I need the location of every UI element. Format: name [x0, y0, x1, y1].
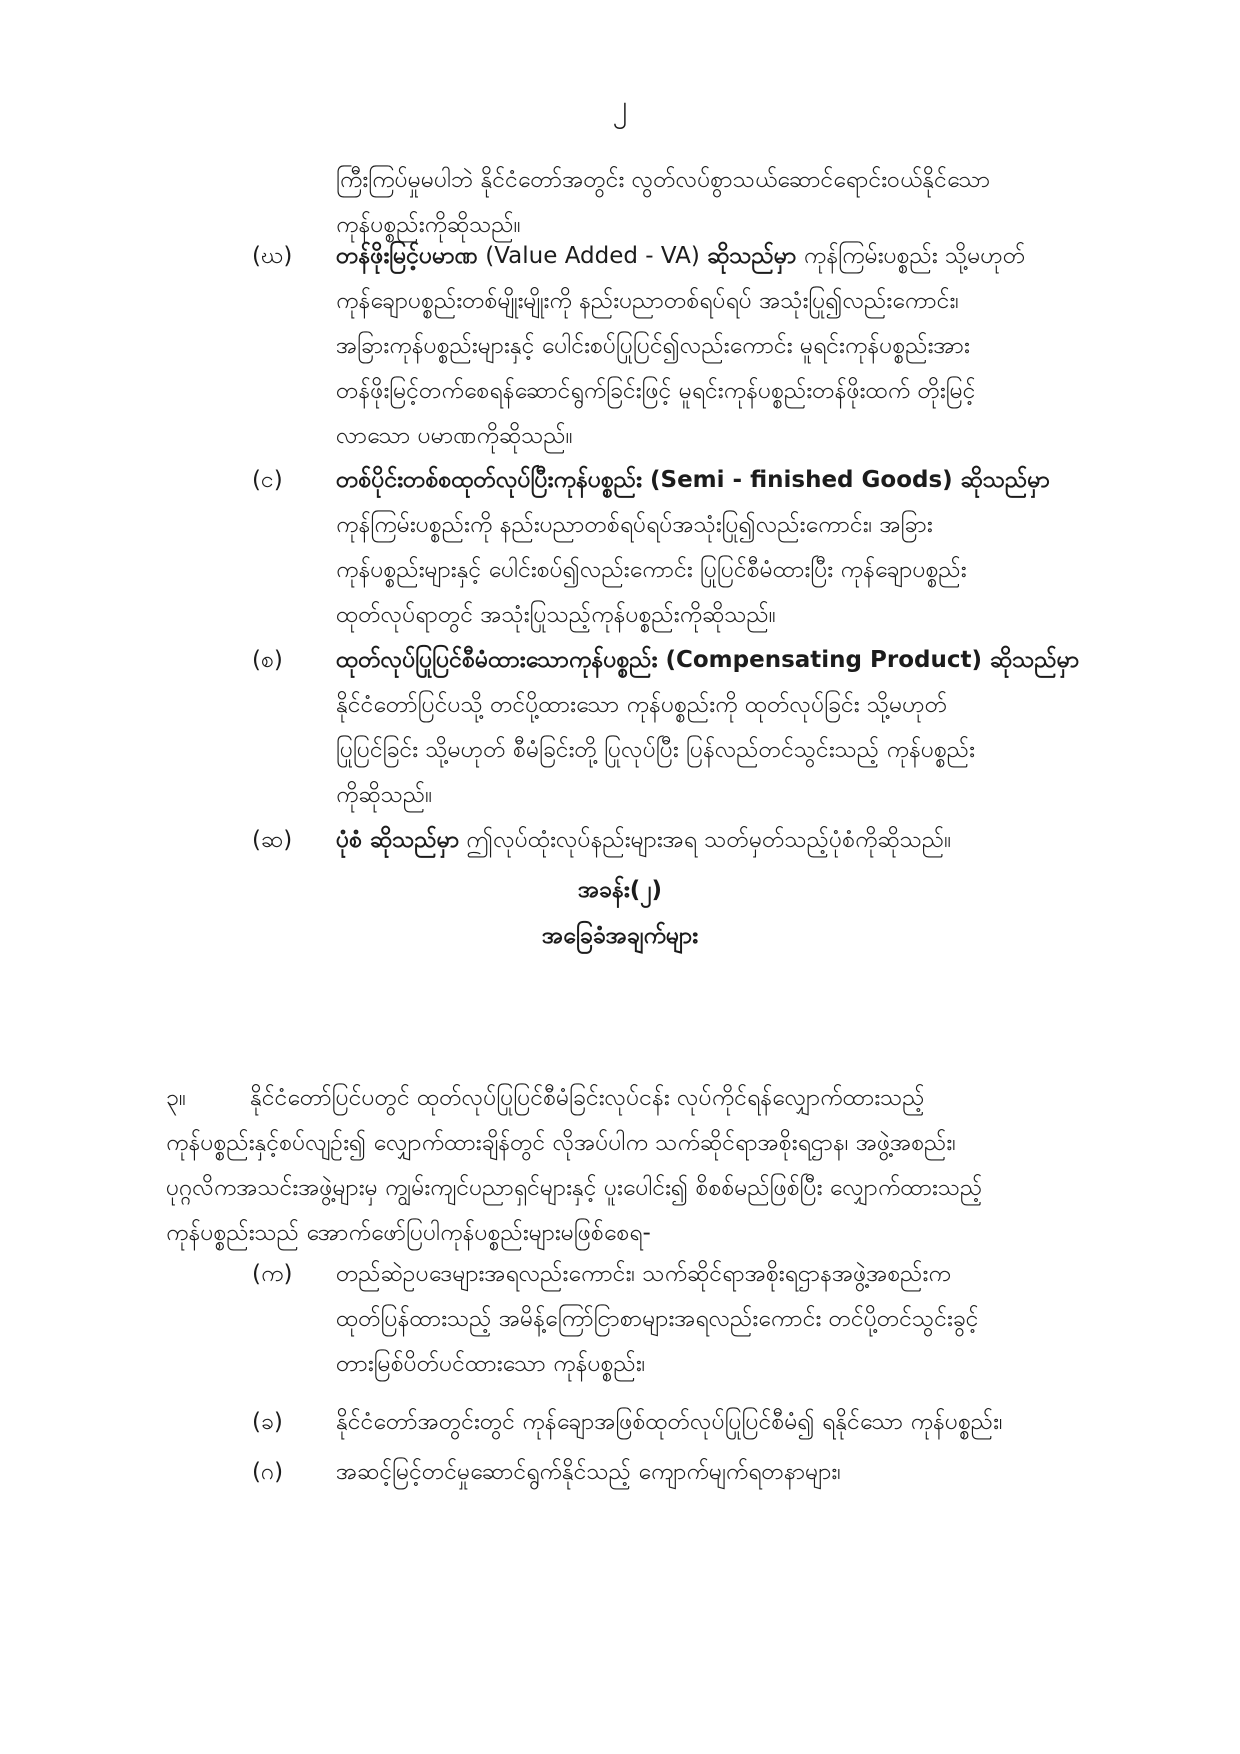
- item-marker: (ဃ): [252, 243, 293, 269]
- item-marker: (က): [252, 1261, 293, 1287]
- text-line: ပြုပြင်ခြင်း သို့မဟုတ် စီမံခြင်းတို့ ပြုလုပ်ပြီး ပြန်လည်တင်သွင်းသည့် ကုန်ပစ္စည်း: [336, 737, 975, 763]
- definition-first-line: [336, 818, 1144, 863]
- text-line: တန်ဖိုးမြင့်တက်စေရန်ဆောင်ရွက်ခြင်းဖြင့် မူရင်းကုန်ပစ္စည်းတန်ဖိုးထက် တိုးမြင့်: [336, 378, 976, 404]
- term-suffix: ဆိုသည်မှာ: [707, 243, 797, 269]
- item-marker: (စ): [252, 647, 283, 673]
- text-line: ကုန်ချောပစ္စည်းတစ်မျိုးမျိုးကို နည်းပညာတစ်ရပ်ရပ် အသုံးပြု၍လည်းကောင်း၊: [336, 288, 959, 314]
- paragraph-marker: ၃။: [166, 1085, 186, 1111]
- text-line: ပုဂ္ဂလိကအသင်းအဖွဲ့များမှ ကျွမ်းကျင်ပညာရှင်များနှင့် ပူးပေါင်း၍ စိစစ်မည်ဖြစ်ပြီး လျှောက်ထားသည့်: [166, 1175, 983, 1201]
- text-line: လာသော ပမာဏကိုဆိုသည်။: [336, 423, 573, 449]
- definition-sa: [252, 638, 1144, 818]
- text-line: ကုန်ပစ္စည်းသည် အောက်ဖော်ပြပါကုန်ပစ္စည်းများမဖြစ်စေရ-: [166, 1220, 651, 1246]
- definition-gha: [252, 234, 1144, 459]
- text-line: နိုင်ငံတော်အတွင်းတွင် ကုန်ချောအဖြစ်ထုတ်လုပ်ပြုပြင်စီမံ၍ ရနိုင်သော ကုန်ပစ္စည်း၊: [336, 1409, 1003, 1435]
- chapter-title: အခြေခံအချက်များ: [541, 923, 699, 949]
- text-line: တည်ဆဲဥပဒေများအရလည်းကောင်း၊ သက်ဆိုင်ရာအစိုးရဌာနအဖွဲ့အစည်းက: [336, 1261, 951, 1287]
- english-term: (Value Added - VA): [477, 243, 708, 269]
- text-line: တားမြစ်ပိတ်ပင်ထားသော ကုန်ပစ္စည်း၊: [336, 1351, 646, 1377]
- item-marker: (ဆ): [252, 827, 293, 853]
- paragraph-3: [166, 1076, 1144, 1256]
- text-line: ကိုဆိုသည်။: [336, 782, 433, 808]
- text-line: ထုတ်ပြန်ထားသည့် အမိန့်ကြော်ငြာစာများအရလည်းကောင်း တင်ပို့တင်သွင်းခွင့်: [336, 1306, 979, 1332]
- defined-term: ပုံစံ ဆိုသည်မှာ: [336, 827, 460, 853]
- item-marker: (င): [252, 467, 283, 493]
- text-line: ထုတ်လုပ်ရာတွင် အသုံးပြုသည့်ကုန်ပစ္စည်းကိုဆိုသည်။: [336, 602, 776, 628]
- defined-term: ထုတ်လုပ်ပြုပြင်စီမံထားသောကုန်ပစ္စည်း (Compensating Product) ဆိုသည်မှာ: [336, 647, 1080, 673]
- definition-first-line: [336, 234, 1144, 279]
- defined-term: တစ်ပိုင်းတစ်စထုတ်လုပ်ပြီးကုန်ပစ္စည်း (Semi - finished Goods) ဆိုသည်မှာ: [336, 467, 1050, 493]
- text-line: နိုင်ငံတော်ပြင်ပတွင် ထုတ်လုပ်ပြုပြင်စီမံခြင်းလုပ်ငန်း လုပ်ကိုင်ရန်လျှောက်ထားသည့်: [250, 1085, 925, 1111]
- definition-text: ကုန်ကြမ်းပစ္စည်း သို့မဟုတ်: [796, 243, 1026, 269]
- text-line: အဆင့်မြင့်တင်မှုဆောင်ရွက်နိုင်သည့် ကျောက်မျက်ရတနာများ၊: [336, 1459, 841, 1485]
- text-line: နိုင်ငံတော်ပြင်ပသို့ တင်ပို့ထားသော ကုန်ပစ္စည်းကို ထုတ်လုပ်ခြင်း သို့မဟုတ်: [336, 692, 948, 718]
- definition-nga: [252, 458, 1144, 638]
- sub-item-ka: [252, 1252, 1144, 1387]
- page-number: ၂: [612, 89, 628, 124]
- text-line: ကုန်ကြမ်းပစ္စည်းကို နည်းပညာတစ်ရပ်ရပ်အသုံးပြု၍လည်းကောင်း၊ အခြား: [336, 512, 933, 538]
- item-marker: (ခ): [252, 1409, 283, 1435]
- text-line: ကုန်ပစ္စည်းနှင့်စပ်လျဉ်း၍ လျှောက်ထားချိန်တွင် လိုအပ်ပါက သက်ဆိုင်ရာအစိုးရဌာန၊ အဖွဲ့အစည်း၊: [166, 1130, 956, 1156]
- text-line: အခြားကုန်ပစ္စည်းများနှင့် ပေါင်းစပ်ပြုပြင်၍လည်းကောင်း မူရင်းကုန်ပစ္စည်းအား: [336, 333, 970, 359]
- paragraph-first-line: [166, 1076, 1144, 1121]
- text-line: ကုန်ပစ္စည်းများနှင့် ပေါင်းစပ်၍လည်းကောင်း ပြုပြင်စီမံထားပြီး ကုန်ချောပစ္စည်း: [336, 557, 967, 583]
- sub-item-ga: [252, 1450, 1144, 1495]
- item-marker: (ဂ): [252, 1459, 284, 1485]
- text-line: ကုန်ပစ္စည်းကိုဆိုသည်။: [336, 212, 521, 238]
- definition-hsa: [252, 818, 1144, 863]
- text-line: ကြီးကြပ်မှုမပါဘဲ နိုင်ငံတော်အတွင်း လွတ်လပ်စွာသယ်ဆောင်ရောင်းဝယ်နိုင်သော: [336, 167, 991, 193]
- sub-item-kha: [252, 1400, 1144, 1445]
- definition-text: ဤလုပ်ထုံးလုပ်နည်းများအရ သတ်မှတ်သည့်ပုံစံကိုဆိုသည်။: [459, 827, 952, 853]
- defined-term: တန်ဖိုးမြင့်ပမာဏ: [336, 243, 478, 269]
- chapter-number: အခန်း(၂): [577, 877, 663, 903]
